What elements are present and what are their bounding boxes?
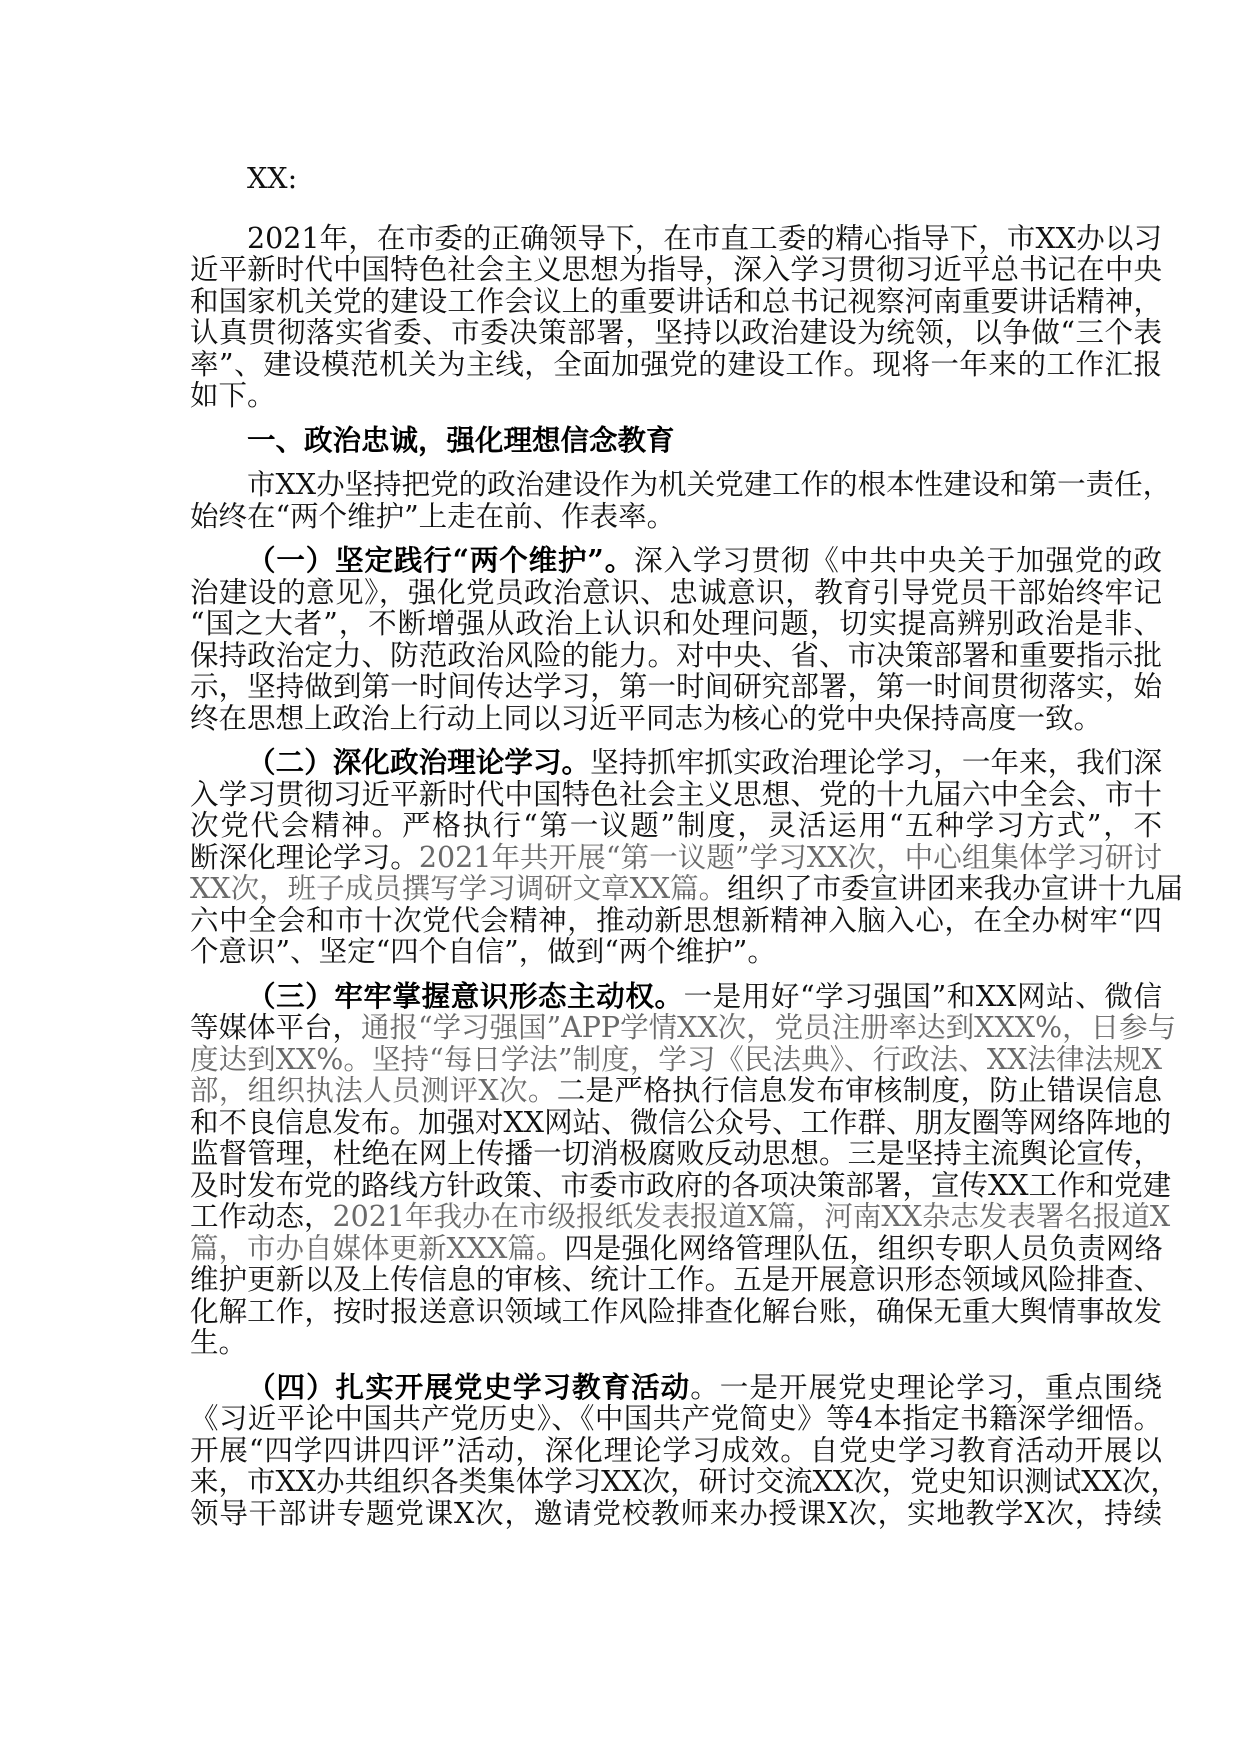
- text-run: 近平新时代中国特色社会主义思想为指导，深入学习贯彻习近平总书记在中央: [190, 253, 1162, 286]
- text-run: 开展“四学四讲四评”活动，深化理论学习成效。自党史学习教育活动开展以: [190, 1433, 1162, 1467]
- text-line: [190, 1498, 1162, 1530]
- text-line: [190, 286, 1162, 318]
- gray-text: XX次，班子成员撰写学习调研文章XX篇。: [190, 872, 728, 905]
- text-line: [190, 1044, 1162, 1076]
- text-line: [190, 1168, 1172, 1202]
- bold-lead-text: （四）扎实开展党史学习教育活动: [247, 1369, 691, 1404]
- text-line: [190, 640, 1162, 672]
- text-run: 和不良信息发布。加强对XX网站、微信公众号、工作群、朋友圈等网络阵地的: [190, 1105, 1172, 1139]
- text-line: [190, 1465, 1179, 1498]
- text-run: 生。: [190, 1326, 248, 1359]
- text-line: [190, 842, 1162, 874]
- text-run: 《习近平论中国共产党历史》、《中国共产党简史》等4本指定书籍深学细悟。: [190, 1402, 1162, 1435]
- text-line: [190, 1200, 1171, 1233]
- text-run: 坚持抓牢抓实政治理论学习，一年来，我们深: [590, 746, 1162, 779]
- text-line: [190, 468, 1172, 501]
- bold-lead-text: （三）牢牢掌握意识形态主动权。: [247, 978, 684, 1013]
- text-line: [190, 1011, 1177, 1044]
- text-line: [190, 1296, 1162, 1328]
- paragraph: [190, 745, 1184, 968]
- document-page: [190, 162, 1184, 1530]
- text-run: 次党代会精神。严格执行“第一议题”制度，灵活运用“五种学习方式”，不: [190, 809, 1162, 842]
- text-run: 维护更新以及上传信息的审核、统计工作。五是开展意识形态领域风险排查、: [190, 1263, 1162, 1296]
- text-run: 组织了市委宣讲团来我办宣讲十九届: [727, 872, 1184, 905]
- text-run: 监督管理，杜绝在网上传播一切消极腐败反动思想。三是坚持主流舆论宣传，: [190, 1137, 1162, 1170]
- text-run: 认真贯彻落实省委、市委决策部署，坚持以政治建设为统领，以争做“三个表: [190, 316, 1162, 349]
- text-run: 。一是开展党史理论学习，重点围绕: [690, 1370, 1162, 1404]
- gray-text: 2021年共开展“第一议题”学习XX次，中心组集体学习研讨: [418, 840, 1162, 874]
- text-line: [190, 317, 1162, 349]
- gray-text: 2021年我办在市级报纸发表报道X篇，河南XX杂志发表署名报道X: [332, 1200, 1171, 1233]
- text-line: [190, 905, 1162, 937]
- gray-text: 部，组织执法人员测评X次。: [190, 1074, 557, 1107]
- bold-lead-text: （二）深化政治理论学习。: [247, 745, 591, 779]
- text-run: 治建设的意见》，强化党员政治意识、忠诚意识，教育引导党员干部始终牢记: [190, 575, 1162, 609]
- text-run: 个意识”、坚定“四个自信”，做到“两个维护”。: [190, 935, 776, 968]
- text-line: [190, 810, 1162, 842]
- paragraph: [190, 223, 1162, 412]
- text-line: [190, 501, 1162, 533]
- text-run: 2021年，在市委的正确领导下，在市直工委的精心指导下，市XX办以习: [247, 221, 1162, 255]
- text-line: [190, 978, 1162, 1013]
- text-line: [190, 1435, 1162, 1467]
- text-line: [190, 577, 1162, 609]
- paragraph: [190, 1369, 1179, 1530]
- text-run: 六中全会和市十次党代会精神，推动新思想新精神入脑入心，在全办树牢“四: [190, 903, 1162, 937]
- text-run: 终在思想上政治上行动上同以习近平同志为核心的党中央保持高度一致。: [190, 701, 1103, 735]
- text-line: [190, 872, 1184, 905]
- gray-text: 通报“学习强国”APP学情XX次，党员注册率达到XXX%，日参与: [361, 1011, 1177, 1044]
- text-line: [190, 223, 1162, 255]
- text-run: 及时发布党的路线方针政策、市委市政府的各项决策部署，宣传XX工作和党建: [190, 1168, 1172, 1202]
- salutation: [190, 163, 1162, 195]
- bold-lead-text: （一）坚定践行“两个维护”。: [247, 543, 635, 577]
- text-line: [190, 349, 1162, 381]
- section-heading: [190, 422, 1162, 457]
- text-line: [190, 422, 1162, 457]
- text-line: [190, 1105, 1172, 1139]
- paragraph: [190, 978, 1177, 1359]
- text-run: 断深化理论学习。: [190, 840, 419, 874]
- text-run: 深入学习贯彻《中共中央关于加强党的政: [634, 544, 1162, 577]
- text-run: 和国家机关党的建设工作会议上的重要讲话和总书记视察河南重要讲话精神，: [190, 284, 1162, 318]
- text-line: [190, 1264, 1162, 1296]
- text-line: [190, 936, 1162, 968]
- text-line: [190, 1327, 1162, 1359]
- text-run: 二是严格执行信息发布审核制度，防止错误信息: [556, 1074, 1162, 1107]
- text-line: [190, 1369, 1162, 1404]
- text-run: 四是强化网络管理队伍，组织专职人员负责网络: [564, 1231, 1163, 1265]
- text-run: 如下。: [190, 379, 276, 412]
- text-run: 一是用好“学习强国”和XX网站、微信: [683, 979, 1162, 1013]
- text-run: 保持政治定力、防范政治风险的能力。对中央、省、市决策部署和重要指示批: [190, 638, 1162, 672]
- text-line: [190, 163, 1162, 195]
- text-run: 化解工作，按时报送意识领域工作风险排查化解台账，确保无重大舆情事故发: [190, 1294, 1162, 1328]
- text-line: [190, 1233, 1162, 1265]
- text-run: 率”、建设模范机关为主线，全面加强党的建设工作。现将一年来的工作汇报: [190, 347, 1162, 381]
- text-line: [190, 380, 1162, 412]
- text-run: 等媒体平台，: [190, 1011, 362, 1044]
- text-line: [190, 747, 1162, 779]
- text-run: 示，坚持做到第一时间传达学习，第一时间研究部署，第一时间贯彻落实，始: [190, 670, 1162, 703]
- gray-text: 篇，市办自媒体更新XXX篇。: [190, 1231, 565, 1265]
- text-line: [190, 1403, 1162, 1435]
- text-run: “国之大者”，不断增强从政治上认识和处理问题，切实提高辨别政治是非、: [190, 607, 1162, 640]
- text-line: [190, 779, 1162, 811]
- text-run: XX:: [247, 162, 298, 195]
- text-run: 入学习贯彻习近平新时代中国特色社会主义思想、党的十九届六中全会、市十: [190, 777, 1162, 811]
- text-run: 工作动态，: [190, 1200, 333, 1233]
- text-line: [190, 1075, 1162, 1107]
- paragraph: [190, 545, 1162, 734]
- text-line: [190, 545, 1162, 577]
- text-run: 来，市XX办共组织各类集体学习XX次，研讨交流XX次，党史知识测试XX次，: [190, 1465, 1179, 1498]
- text-line: [190, 671, 1162, 703]
- text-run: 领导干部讲专题党课X次，邀请党校教师来办授课X次，实地教学X次，持续: [190, 1496, 1162, 1530]
- text-line: [190, 703, 1162, 735]
- paragraph: [190, 468, 1172, 533]
- text-line: [190, 1138, 1162, 1170]
- text-line: [190, 608, 1162, 640]
- text-run: 始终在“两个维护”上走在前、作表率。: [190, 499, 676, 533]
- text-run: 市XX办坚持把党的政治建设作为机关党建工作的根本性建设和第一责任，: [247, 468, 1172, 501]
- gray-text: 度达到XX%。坚持“每日学法”制度，学习《民法典》、行政法、XX法律法规X: [190, 1042, 1162, 1076]
- bold-lead-text: 一、政治忠诚，强化理想信念教育: [247, 422, 675, 457]
- text-line: [190, 254, 1162, 286]
